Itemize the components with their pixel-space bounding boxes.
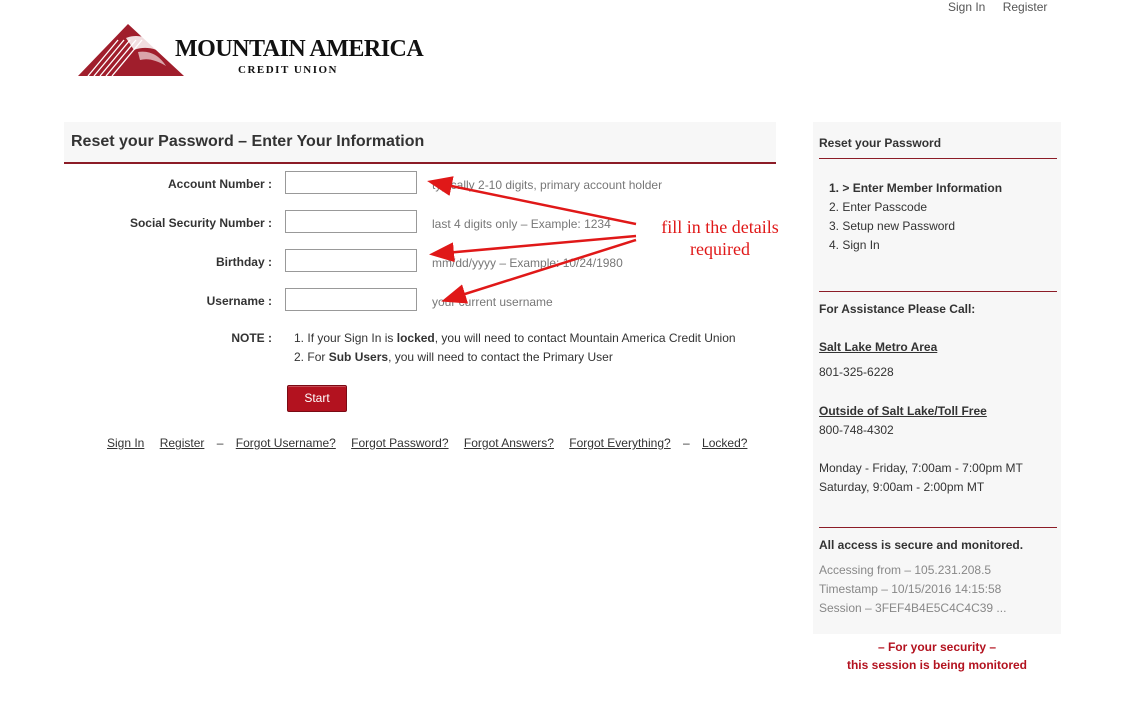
account-number-input[interactable] [285,171,417,194]
step-3-label: Setup new Password [842,219,956,233]
logo-subtitle: CREDIT UNION [238,64,339,76]
ssn-input[interactable] [285,210,417,233]
logo-title: MOUNTAIN AMERICA [175,36,424,62]
note-line-1-bold: locked [396,331,435,345]
hours-saturday: Saturday, 9:00am - 2:00pm MT [819,480,985,494]
arrow-to-username [446,240,636,300]
annotation-line-2: required [690,239,750,259]
accessing-from: Accessing from – 105.231.208.5 [819,563,992,577]
separator: – [683,436,690,450]
step-3-number: 3. [829,219,840,233]
annotation-line-1: fill in the details [661,217,779,237]
divider [819,158,1057,159]
toll-free-label: Outside of Salt Lake/Toll Free [819,404,987,418]
ssn-hint: last 4 digits only – Example: 1234 [432,217,611,231]
step-4 [829,238,880,252]
top-links [948,0,1061,14]
divider [819,291,1057,292]
step-1 [829,181,1002,195]
divider [819,527,1057,528]
start-button[interactable]: Start [287,385,347,412]
arrow-to-birthday [434,236,636,254]
page-title: Reset your Password – Enter Your Information [71,133,425,150]
bottom-signin-link[interactable]: Sign In [107,436,145,450]
security-notice-line-1: – For your security – [877,640,997,654]
note-line-2-text-c: , you will need to contact the Primary User [388,350,613,364]
forgot-password-link[interactable]: Forgot Password? [351,436,449,450]
note-line-1-number: 1. [294,331,305,345]
step-2-label: Enter Passcode [842,200,928,214]
forgot-answers-link[interactable]: Forgot Answers? [463,436,554,450]
forgot-username-link[interactable]: Forgot Username? [235,436,336,450]
step-4-label: Sign In [842,238,880,252]
note-line-1-text-a: If your Sign In is [307,331,397,345]
top-signin-link[interactable]: Sign In [948,0,986,14]
note-label: NOTE : [231,331,272,345]
session-id: Session – 3FEF4B4E5C4C4C39 ... [819,601,1007,615]
top-register-link[interactable]: Register [1002,0,1048,14]
step-3 [829,219,955,233]
account-number-label: Account Number : [167,177,272,191]
step-4-number: 4. [829,238,840,252]
username-label: Username : [206,294,272,308]
bottom-register-link[interactable]: Register [159,436,205,450]
step-1-number: 1. [829,181,840,195]
security-notice-line-2: this session is being monitored [846,658,1028,672]
sidebar [813,122,1061,634]
annotation-text [640,216,800,260]
note-line-2-number: 2. [294,350,305,364]
sidebar-title: Reset your Password [819,136,942,150]
account-number-hint: typically 2-10 digits, primary account holder [432,178,663,192]
forgot-everything-link[interactable]: Forgot Everything? [569,436,671,450]
step-2-number: 2. [829,200,840,214]
note-line-2-bold: Sub Users [328,350,389,364]
assistance-title: For Assistance Please Call: [819,302,976,316]
separator: – [216,436,224,450]
birthday-input[interactable] [285,249,417,272]
bottom-links [107,436,747,450]
note-line-1-text-c: , you will need to contact Mountain America Credit Union [434,331,736,345]
note-line-1 [294,331,736,345]
hours-weekday: Monday - Friday, 7:00am - 7:00pm MT [819,461,1023,475]
logo-mountain-icon [78,22,186,78]
step-2 [829,200,927,214]
toll-free-phone[interactable]: 800-748-4302 [819,423,894,437]
note-line-2 [294,350,613,364]
secure-title: All access is secure and monitored. [819,538,1024,552]
locked-link[interactable]: Locked? [702,436,748,450]
step-1-label: > Enter Member Information [842,181,1003,195]
timestamp: Timestamp – 10/15/2016 14:15:58 [819,582,1002,596]
username-hint: your current username [432,295,553,309]
logo[interactable] [78,22,424,82]
username-input[interactable] [285,288,417,311]
main-header [64,122,776,164]
note-line-2-text-a: For [307,350,329,364]
birthday-label: Birthday : [215,255,272,269]
ssn-label: Social Security Number : [129,216,272,230]
birthday-hint: mm/dd/yyyy – Example: 10/24/1980 [432,256,623,270]
annotation-arrows [400,160,663,320]
arrow-to-account [432,182,636,224]
salt-lake-metro-label: Salt Lake Metro Area [819,340,938,354]
salt-lake-phone[interactable]: 801-325-6228 [819,365,894,379]
